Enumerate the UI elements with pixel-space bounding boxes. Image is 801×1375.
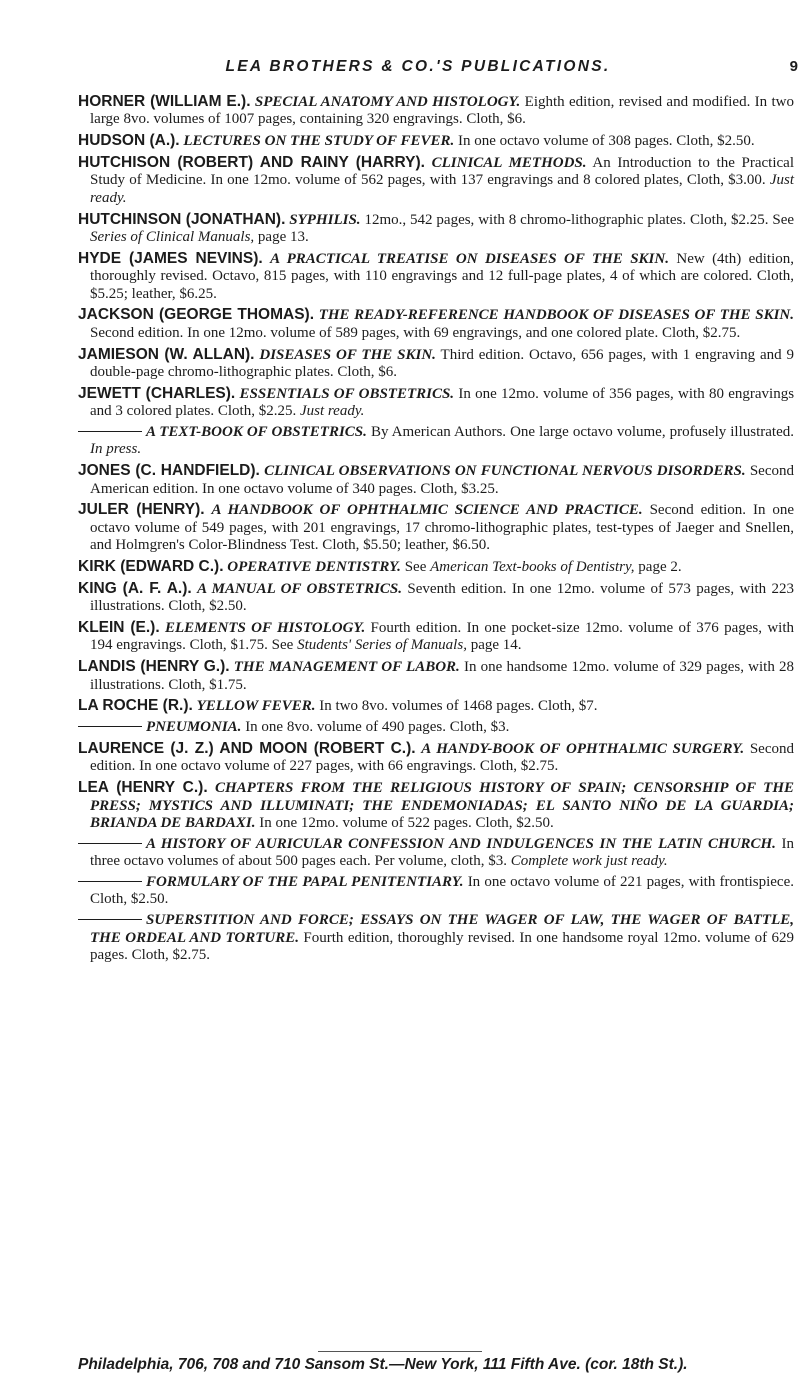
- entry-description: In one 12mo. volume of 356 pages, with 80 engravings and 3 colored plates. Cloth, $2.25.: [90, 385, 795, 420]
- entry-author: KIRK (EDWARD C.).: [78, 558, 224, 576]
- catalog-entry: [78, 132, 794, 150]
- catalog-entry: [78, 619, 794, 655]
- entry-page-ref: page 2.: [638, 559, 682, 576]
- entry-title: OPERATIVE DENTISTRY.: [227, 559, 401, 576]
- catalog-entry: [78, 501, 794, 554]
- entry-description: In one 8vo. volume of 490 pages. Cloth, $3.: [245, 719, 510, 736]
- entry-title: A HANDBOOK OF OPHTHALMIC SCIENCE AND PRACTICE.: [211, 502, 643, 519]
- entry-title: THE READY-REFERENCE HANDBOOK OF DISEASES OF THE SKIN.: [318, 307, 795, 324]
- entry-title: FORMULARY OF THE PAPAL PENITENTIARY.: [146, 874, 464, 891]
- page-number: 9: [789, 58, 798, 75]
- entry-description: Second American edition. In one octavo volume of 340 pages. Cloth, $3.25.: [90, 463, 794, 497]
- catalog-entry: [78, 779, 794, 832]
- catalog-entry: [78, 93, 794, 129]
- entry-author: JEWETT (CHARLES).: [78, 384, 236, 402]
- entry-description: Second edition. In one octavo volume of 227 pages, with 66 engravings. Cloth, $2.75.: [90, 741, 794, 775]
- entry-author: JACKSON (GEORGE THOMAS).: [78, 306, 315, 324]
- entry-author: HUTCHINSON (JONATHAN).: [78, 210, 286, 228]
- entry-title: A PRACTICAL TREATISE ON DISEASES OF THE SKIN.: [270, 250, 669, 267]
- entry-description: Second edition. In one octavo volume of 549 pages, with 201 engravings, 17 chromo-lithographic plates, test-types of Jaeger and Snellen, and Holmgren's Color-Blindness Test. Cloth, $5.50; leather, $6.50.: [90, 502, 795, 554]
- catalog-entry: [78, 874, 794, 909]
- page-header: [78, 58, 798, 84]
- entry-description: In one octavo volume of 221 pages, with frontispiece. Cloth, $2.50.: [90, 874, 795, 908]
- entry-description: Seventh edition. In one 12mo. volume of 573 pages, with 223 illustrations. Cloth, $2.50.: [90, 580, 795, 615]
- entry-description: In one 12mo. volume of 522 pages. Cloth, $2.50.: [259, 815, 554, 832]
- ditto-dash: [78, 919, 142, 920]
- entry-author: HUDSON (A.).: [78, 132, 180, 150]
- catalog-entry: [78, 580, 794, 616]
- catalog-entries: [78, 93, 794, 968]
- entry-author: LA ROCHE (R.).: [78, 697, 193, 715]
- entry-title: A MANUAL OF OBSTETRICS.: [197, 580, 403, 597]
- entry-author: HUTCHISON (ROBERT) AND RAINY (HARRY).: [78, 154, 425, 171]
- publisher-imprint: Philadelphia, 706, 708 and 710 Sansom St.—New York, 111 Fifth Ave. (cor. 18th St.).: [78, 1356, 688, 1373]
- entry-title: DISEASES OF THE SKIN.: [259, 346, 436, 363]
- entry-author: JONES (C. HANDFIELD).: [78, 462, 260, 480]
- entry-note: Complete work just ready.: [510, 853, 668, 870]
- entry-title: CLINICAL METHODS.: [431, 155, 587, 171]
- entry-page-ref: page 13.: [257, 229, 309, 246]
- entry-note: American Text-books of Dentistry,: [430, 559, 635, 576]
- entry-title: THE MANAGEMENT OF LABOR.: [233, 659, 460, 676]
- entry-title: A TEXT-BOOK OF OBSTETRICS.: [146, 424, 367, 441]
- catalog-entry: [78, 719, 794, 736]
- ditto-dash: [78, 881, 142, 882]
- entry-note: Just ready.: [299, 403, 365, 420]
- entry-author: HORNER (WILLIAM E.).: [78, 93, 251, 110]
- entry-description: An Introduction to the Practical Study of Medicine. In one 12mo. volume of 562 pages, with 137 engravings and 8 colored plates, Cloth, $3.00.: [90, 155, 794, 189]
- catalog-entry: [78, 740, 794, 776]
- entry-description: In one handsome 12mo. volume of 329 pages, with 28 illustrations. Cloth, $1.75.: [90, 659, 795, 693]
- ditto-dash: [78, 726, 142, 727]
- catalog-entry: [78, 912, 794, 964]
- entry-page-ref: page 14.: [470, 637, 522, 654]
- catalog-entry: [78, 211, 794, 247]
- entry-description: In two 8vo. volumes of 1468 pages. Cloth, $7.: [319, 698, 598, 715]
- entry-description: Fourth edition. In one pocket-size 12mo. volume of 376 pages, with 194 engravings. Cloth, $1.75. See: [90, 620, 794, 654]
- entry-note: Series of Clinical Manuals,: [90, 229, 255, 246]
- entry-title: LECTURES ON THE STUDY OF FEVER.: [183, 133, 455, 150]
- entry-title: PNEUMONIA.: [146, 719, 242, 736]
- entry-title: CLINICAL OBSERVATIONS ON FUNCTIONAL NERVOUS DISORDERS.: [264, 463, 746, 480]
- ditto-dash: [78, 431, 142, 432]
- ditto-dash: [78, 843, 142, 844]
- entry-author: JULER (HENRY).: [78, 501, 205, 519]
- catalog-entry: [78, 558, 794, 576]
- entry-title: SUPERSTITION AND FORCE; ESSAYS ON THE WAGER OF LAW, THE WAGER OF BATTLE, THE ORDEAL AND TORTURE.: [90, 912, 794, 946]
- entry-author: LANDIS (HENRY G.).: [78, 658, 230, 676]
- catalog-entry: [78, 697, 794, 715]
- entry-note: Students' Series of Manuals,: [297, 637, 467, 654]
- entry-author: KLEIN (E.).: [78, 619, 160, 637]
- entry-description: New (4th) edition, thoroughly revised. Octavo, 815 pages, with 110 engravings and 12 full-page plates, 4 of which are colored. Cloth, $5.25; leather, $6.25.: [90, 250, 795, 302]
- catalog-entry: [78, 250, 794, 303]
- catalog-entry: [78, 424, 794, 459]
- catalog-entry: [78, 154, 794, 207]
- entry-description: Eighth edition, revised and modified. In two large 8vo. volumes of 1007 pages, containing 320 engravings. Cloth, $6.: [90, 94, 794, 128]
- entry-title: ELEMENTS OF HISTOLOGY.: [164, 620, 366, 637]
- entry-description: See: [404, 559, 427, 576]
- catalog-entry: [78, 385, 794, 421]
- catalog-entry: [78, 462, 794, 498]
- entry-title: SPECIAL ANATOMY AND HISTOLOGY.: [254, 94, 521, 110]
- entry-description: By American Authors. One large octavo volume, profusely illustrated.: [370, 424, 795, 441]
- entry-description: Third edition. Octavo, 656 pages, with 1 engraving and 9 double-page chromo-lithographic plates. Cloth, $6.: [90, 346, 794, 381]
- catalog-entry: [78, 306, 794, 342]
- entry-author: HYDE (JAMES NEVINS).: [78, 249, 263, 267]
- entry-author: KING (A. F. A.).: [78, 579, 192, 597]
- entry-title: SYPHILIS.: [289, 211, 361, 228]
- entry-description: In one octavo volume of 308 pages. Cloth, $2.50.: [458, 133, 755, 150]
- catalog-entry: [78, 346, 794, 382]
- entry-description: Second edition. In one 12mo. volume of 589 pages, with 69 engravings, and one colored plate. Cloth, $2.75.: [90, 324, 741, 341]
- entry-note: In press.: [90, 441, 142, 458]
- entry-title: A HANDY-BOOK OF OPHTHALMIC SURGERY.: [421, 741, 745, 758]
- catalog-entry: [78, 658, 794, 694]
- entry-description: 12mo., 542 pages, with 8 chromo-lithographic plates. Cloth, $2.25. See: [364, 211, 795, 228]
- entry-description: In three octavo volumes of about 500 pages each. Per volume, cloth, $3.: [90, 835, 795, 870]
- entry-title: ESSENTIALS OF OBSTETRICS.: [239, 385, 455, 402]
- entry-title: CHAPTERS FROM THE RELIGIOUS HISTORY OF SPAIN; CENSORSHIP OF THE PRESS; MYSTICS AND ILLUMINATI; THE ENDEMONIADAS; EL SANTO NIÑO DE LA GUARDIA; BRIANDA DE BARDAXI.: [90, 780, 795, 832]
- running-head: LEA BROTHERS & CO.'S PUBLICATIONS.: [225, 58, 611, 75]
- footer-rule: [318, 1351, 482, 1352]
- entry-title: A HISTORY OF AURICULAR CONFESSION AND INDULGENCES IN THE LATIN CHURCH.: [146, 835, 776, 852]
- catalog-entry: [78, 836, 794, 871]
- entry-author: JAMIESON (W. ALLAN).: [78, 345, 255, 363]
- entry-author: LEA (HENRY C.).: [78, 779, 208, 797]
- entry-title: YELLOW FEVER.: [196, 698, 316, 715]
- entry-note: Just ready.: [90, 172, 794, 206]
- entry-author: LAURENCE (J. Z.) AND MOON (ROBERT C.).: [78, 740, 416, 758]
- entry-description: Fourth edition, thoroughly revised. In one handsome royal 12mo. volume of 629 pages. Cloth, $2.75.: [90, 929, 795, 964]
